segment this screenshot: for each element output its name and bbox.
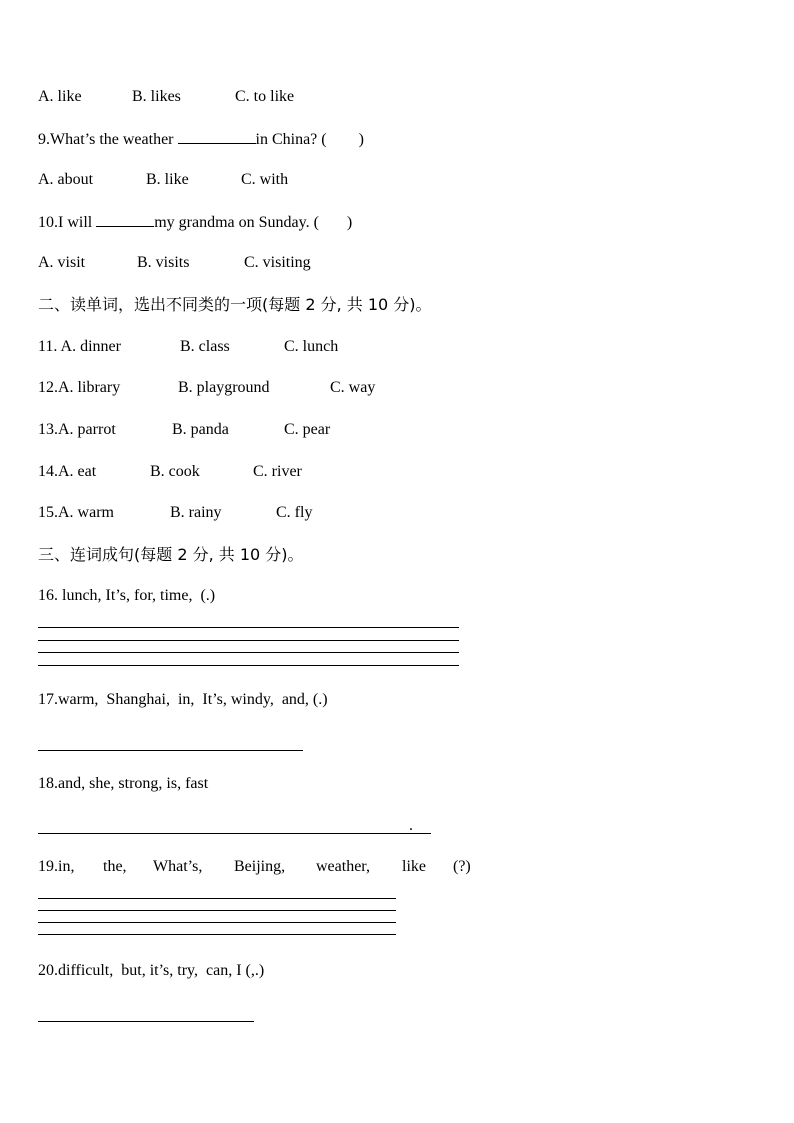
q19-answer-line[interactable]: [38, 898, 396, 899]
q19-word: 19.in,: [38, 858, 75, 875]
q9-text-before: What’s the weather: [50, 131, 178, 148]
q12-number-and-option-a: [38, 378, 120, 398]
q19-word: (?): [453, 858, 471, 875]
q10-options: [38, 253, 438, 273]
q18-answer-line[interactable]: [38, 833, 431, 834]
q16-answer-line[interactable]: [38, 627, 459, 628]
q10-option-c: C. visiting: [244, 254, 311, 271]
q19-word: What’s,: [153, 858, 203, 875]
q18-answer-period: .: [409, 817, 413, 834]
q14-number-and-option-a: [38, 462, 96, 482]
q9-options: [38, 170, 438, 190]
q15-option-b: B. rainy: [170, 504, 222, 521]
q13-number: 13.: [38, 421, 58, 438]
question-16: 16. lunch, It’s, for, time, (.): [38, 587, 216, 604]
q12-option-b: B. playground: [178, 379, 270, 396]
q16-answer-line[interactable]: [38, 652, 459, 653]
q11-option-c: C. lunch: [284, 338, 339, 355]
q9-option-a: A. about: [38, 171, 94, 188]
q19-answer-line[interactable]: [38, 922, 396, 923]
q10-option-b: B. visits: [137, 254, 190, 271]
q9-answer-blank[interactable]: [178, 129, 256, 144]
q10-text-before: I will: [58, 214, 97, 231]
q15-number: 15.: [38, 504, 58, 521]
section-3-heading: 三、连词成句(每题 2 分, 共 10 分)。: [38, 545, 304, 564]
question-20: 20.difficult, but, it’s, try, can, I (,.): [38, 962, 265, 979]
q14-option-b: B. cook: [150, 463, 200, 480]
q13-number-and-option-a: [38, 420, 116, 440]
question-12: [38, 378, 438, 398]
q13-option-b: B. panda: [172, 421, 229, 438]
q9-number: 9.: [38, 131, 50, 148]
q9-option-b: B. like: [146, 171, 189, 188]
q12-option-c: C. way: [330, 379, 376, 396]
q19-word: the,: [103, 858, 127, 875]
q11-option-b: B. class: [180, 338, 230, 355]
q11-option-a: . A. dinner: [53, 338, 121, 355]
q10-number: 10.: [38, 214, 58, 231]
question-17: 17.warm, Shanghai, in, It’s, windy, and, (.): [38, 691, 328, 708]
q19-answer-line[interactable]: [38, 910, 396, 911]
q14-option-c: C. river: [253, 463, 302, 480]
q15-option-a: A. warm: [58, 504, 114, 521]
q15-option-c: C. fly: [276, 504, 313, 521]
q12-number: 12.: [38, 379, 58, 396]
q19-word: weather,: [316, 858, 370, 875]
q12-option-a: A. library: [58, 379, 121, 396]
question-13: [38, 420, 438, 440]
section-2-heading: 二、读单词，选出不同类的一项(每题 2 分, 共 10 分)。: [38, 295, 432, 314]
q13-option-a: A. parrot: [58, 421, 116, 438]
q19-word: like: [402, 858, 426, 875]
q8-option-b: B. likes: [132, 88, 181, 105]
q10-answer-blank[interactable]: [96, 212, 154, 227]
question-9: [38, 129, 364, 150]
question-14: [38, 462, 438, 482]
q10-text-after: my grandma on Sunday. ( ): [154, 214, 353, 231]
q16-answer-line[interactable]: [38, 640, 459, 641]
q16-answer-line[interactable]: [38, 665, 459, 666]
q19-answer-line[interactable]: [38, 934, 396, 935]
q19-word: Beijing,: [234, 858, 286, 875]
q8-option-a: A. like: [38, 88, 82, 105]
question-15: [38, 503, 438, 523]
q10-option-a: A. visit: [38, 254, 86, 271]
question-19: [38, 857, 478, 877]
question-10: [38, 212, 352, 233]
question-11: [38, 337, 438, 357]
q13-option-c: C. pear: [284, 421, 331, 438]
question-18: 18.and, she, strong, is, fast: [38, 775, 209, 792]
q11-number-and-option-a: [38, 337, 121, 357]
q8-options: [38, 87, 438, 107]
q14-option-a: A. eat: [58, 463, 97, 480]
q20-answer-line[interactable]: [38, 1021, 254, 1022]
q14-number: 14.: [38, 463, 58, 480]
q11-number: 11: [38, 338, 54, 355]
q9-option-c: C. with: [241, 171, 289, 188]
q15-number-and-option-a: [38, 503, 114, 523]
q9-text-after: in China? ( ): [255, 131, 364, 148]
q17-answer-line[interactable]: [38, 750, 303, 751]
q8-option-c: C. to like: [235, 88, 295, 105]
